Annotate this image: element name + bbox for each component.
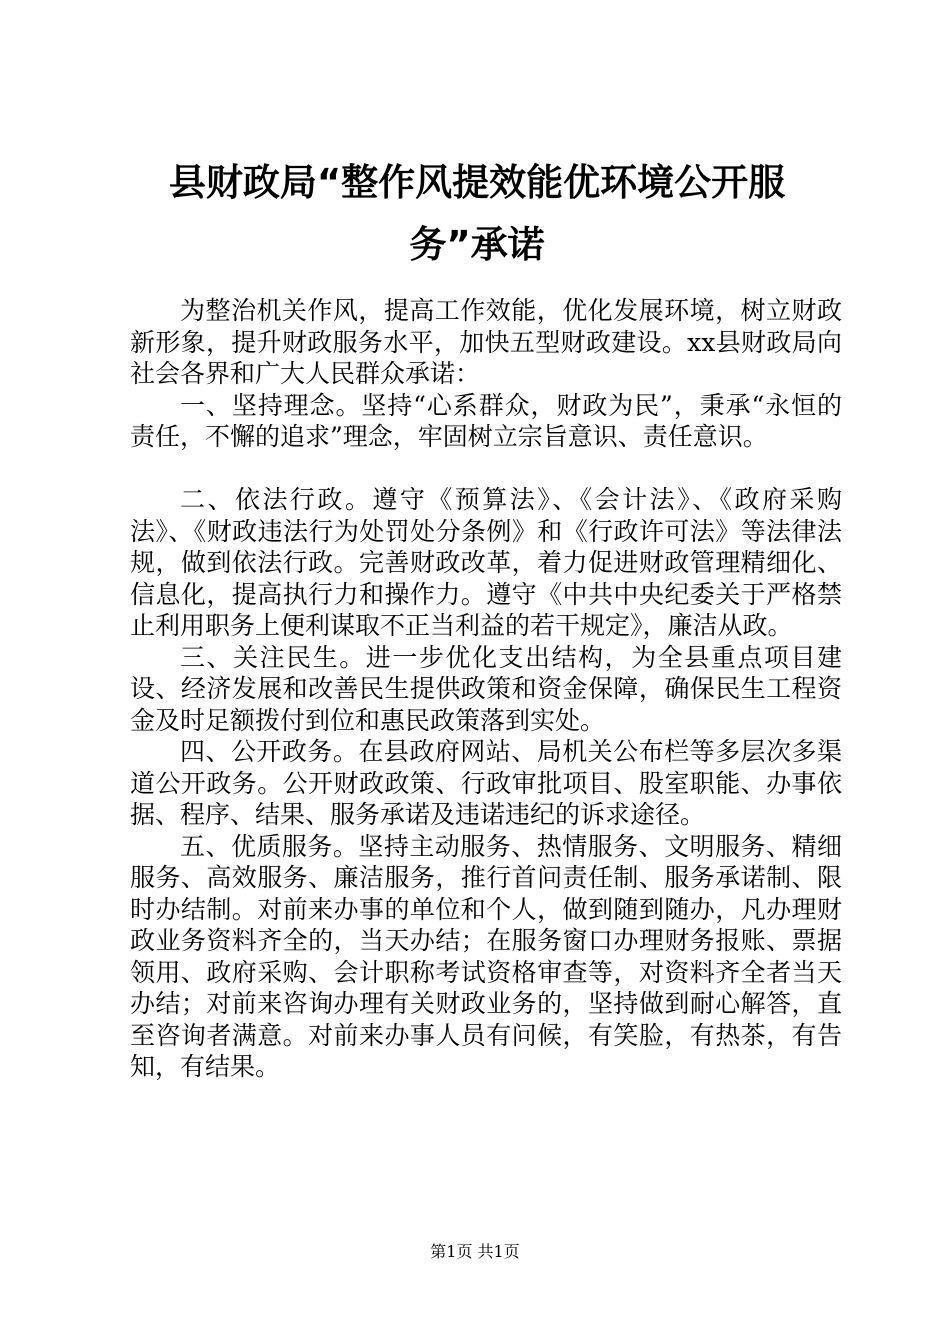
paragraph-item-1: 一、坚持理念。坚持“心系群众，财政为民”，秉承“永恒的责任，不懈的追求”理念，牢固树立宗旨意识、责任意识。 [130, 390, 842, 451]
paragraph-item-2: 二、依法行政。遵守《预算法》、《会计法》、《政府采购法》、《财政违法行为处罚处分条例》和《行政许可法》等法律法规，做到依法行政。完善财政改革，着力促进财政管理精细化、信息化，提高执行力和操作力。遵守《中共中央纪委关于严格禁止利用职务上便利谋取不正当利益的若干规定》，廉洁从政。 [130, 485, 842, 640]
document-title: 县财政局“整作风提效能优环境公开服务”承诺 [168, 161, 786, 266]
paragraph-item-4: 四、公开政务。在县政府网站、局机关公布栏等多层次多渠道公开政务。公开财政政策、行政审批项目、股室职能、办事依据、程序、结果、服务承诺及违诺违纪的诉求途径。 [130, 737, 842, 829]
paragraph-item-3: 三、关注民生。进一步优化支出结构，为全县重点项目建设、经济发展和改善民生提供政策和资金保障，确保民生工程资金及时足额拨付到位和惠民政策落到实处。 [130, 642, 842, 735]
paragraph-item-5: 五、优质服务。坚持主动服务、热情服务、文明服务、精细服务、高效服务、廉洁服务，推行首问责任制、服务承诺制、限时办结制。对前来办事的单位和个人，做到随到随办，凡办理财政业务资料齐全的，当天办结；在服务窗口办理财务报账、票据领用、政府采购、会计职称考试资格审查等，对资料齐全者当天办结；对前来咨询办理有关财政业务的，坚持做到耐心解答，直至咨询者满意。对前来办事人员有问候，有笑脸，有热茶，有告知，有结果。 [130, 831, 842, 1081]
page-footer: 第1页 共1页 [430, 1242, 520, 1261]
paragraph-intro: 为整治机关作风，提高工作效能，优化发展环境，树立财政新形象，提升财政服务水平，加快五型财政建设。xx县财政局向社会各界和广大人民群众承诺： [130, 296, 842, 388]
document-body [130, 295, 842, 1083]
